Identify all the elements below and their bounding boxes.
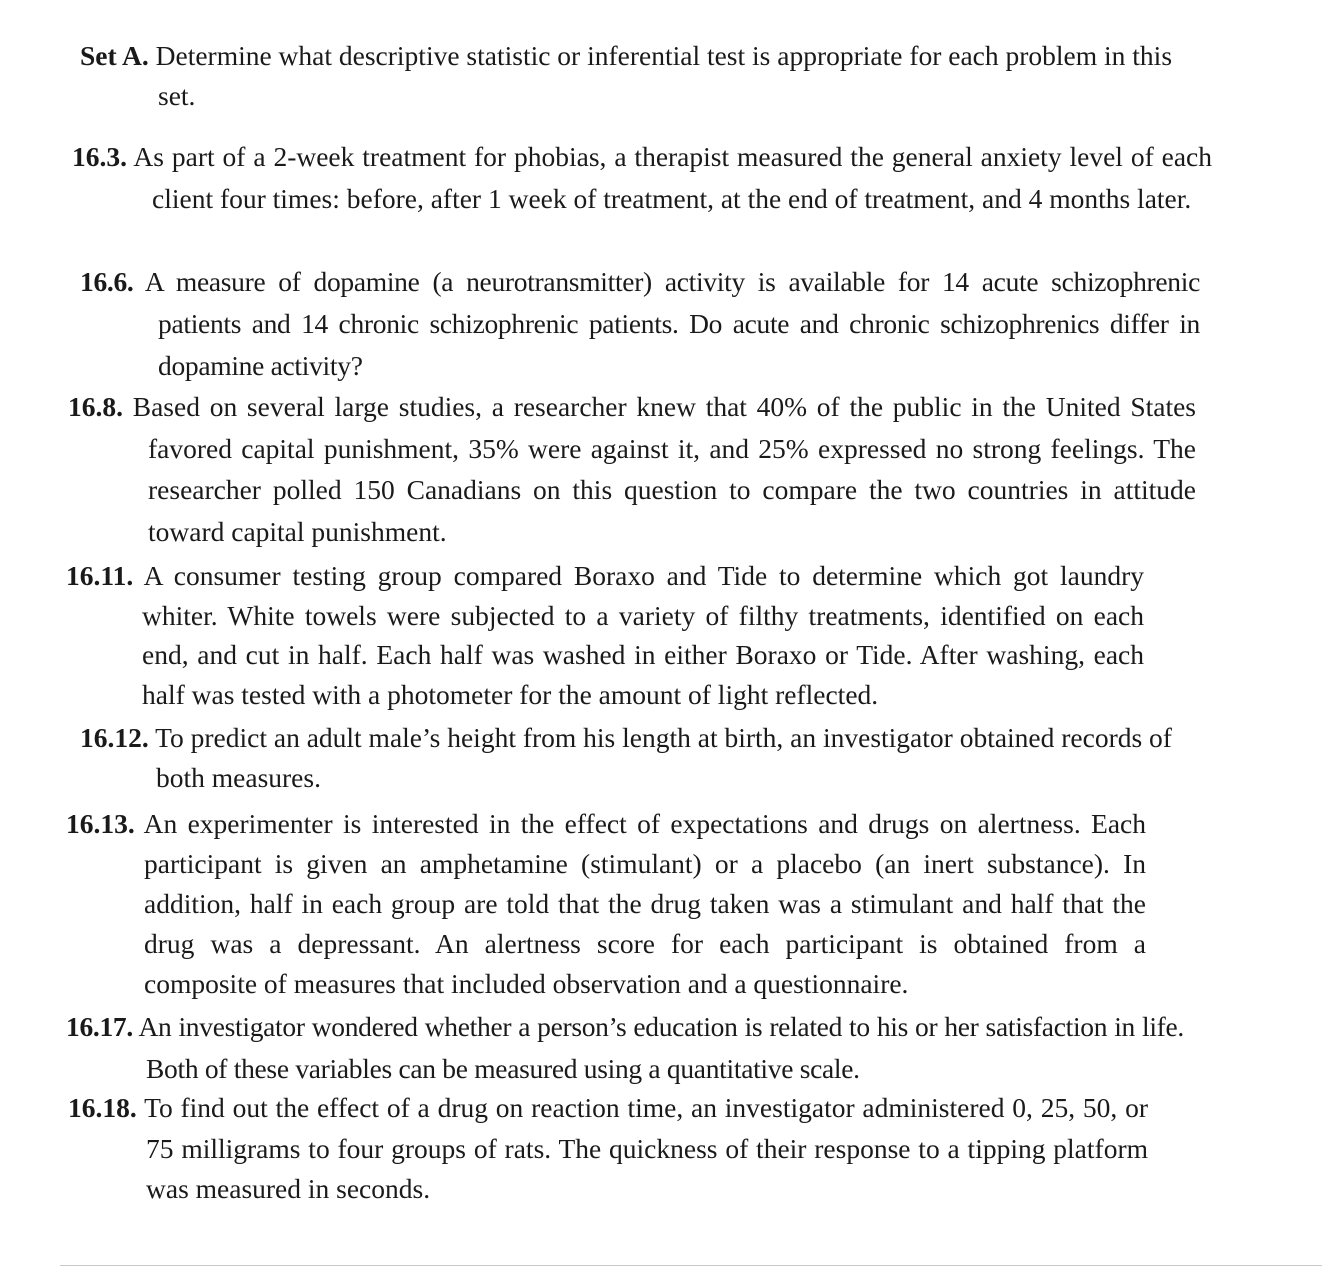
problem-number: 16.17. [66,1011,133,1042]
problem-16-17 [66,1006,1184,1090]
problem-text: To predict an adult male’s height from his length at birth, an investigator obtained records of both measures. [155,722,1172,793]
problem-text: A measure of dopamine (a neurotransmitter) activity is available for 14 acute schizophrenic patients and 14 chronic schizophrenic patients. Do acute and chronic schizophrenics differ in dopamine activity? [144,266,1200,381]
problem-16-3 [72,136,1212,220]
problem-number: 16.6. [80,266,134,297]
problem-16-8 [68,386,1196,552]
problem-number: 16.3. [72,141,127,172]
bottom-divider [60,1265,1322,1266]
problem-text: An experimenter is interested in the effect of expectations and drugs on alertness. Each participant is given an amphetamine (stimulant) or a placebo (an inert substance). In addition, half in each group are told that the drug taken was a stimulant and half that the drug was a depressant. An alertness score for each participant is obtained from a composite of measures that included observation and a questionnaire. [143,808,1147,999]
problem-text: To find out the effect of a drug on reaction time, an investigator administered 0, 25, 50, or 75 milligrams to four groups of rats. The quickness of their response to a tipping platform was measured in seconds. [144,1092,1148,1204]
problem-16-13 [66,804,1146,1004]
problem-text: As part of a 2-week treatment for phobias, a therapist measured the general anxiety level of each client four times: before, after 1 week of treatment, at the end of treatment, and 4 months later. [133,141,1212,214]
problem-16-6 [80,261,1200,387]
problem-number: 16.8. [68,391,123,422]
problem-number: 16.11. [66,560,134,591]
set-instruction-text: Determine what descriptive statistic or inferential test is appropriate for each problem in this set. [155,40,1173,111]
problem-number: 16.18. [68,1092,137,1123]
problem-number: 16.12. [80,722,149,753]
problem-text: Based on several large studies, a researcher knew that 40% of the public in the United States favored capital punishment, 35% were against it, and 25% expressed no strong feelings. The researcher polled 150 Canadians on this question to compare the two countries in attitude toward capital punishment. [132,391,1197,547]
set-instructions [80,36,1190,116]
problem-text: A consumer testing group compared Boraxo and Tide to determine which got laundry whiter. White towels were subjected to a variety of filthy treatments, identified on each end, and cut in half. Each half was washed in either Boraxo or Tide. After washing, each half was tested with a photometer for the amount of light reflected. [142,560,1145,710]
problem-16-11 [66,556,1144,714]
set-label: Set A. [80,40,149,71]
problem-16-12 [80,718,1172,798]
problem-text: An investigator wondered whether a person’s education is related to his or her satisfaction in life. Both of these variables can be measured using a quantitative scale. [138,1011,1184,1084]
problem-number: 16.13. [66,808,135,839]
problem-16-18 [68,1088,1148,1210]
